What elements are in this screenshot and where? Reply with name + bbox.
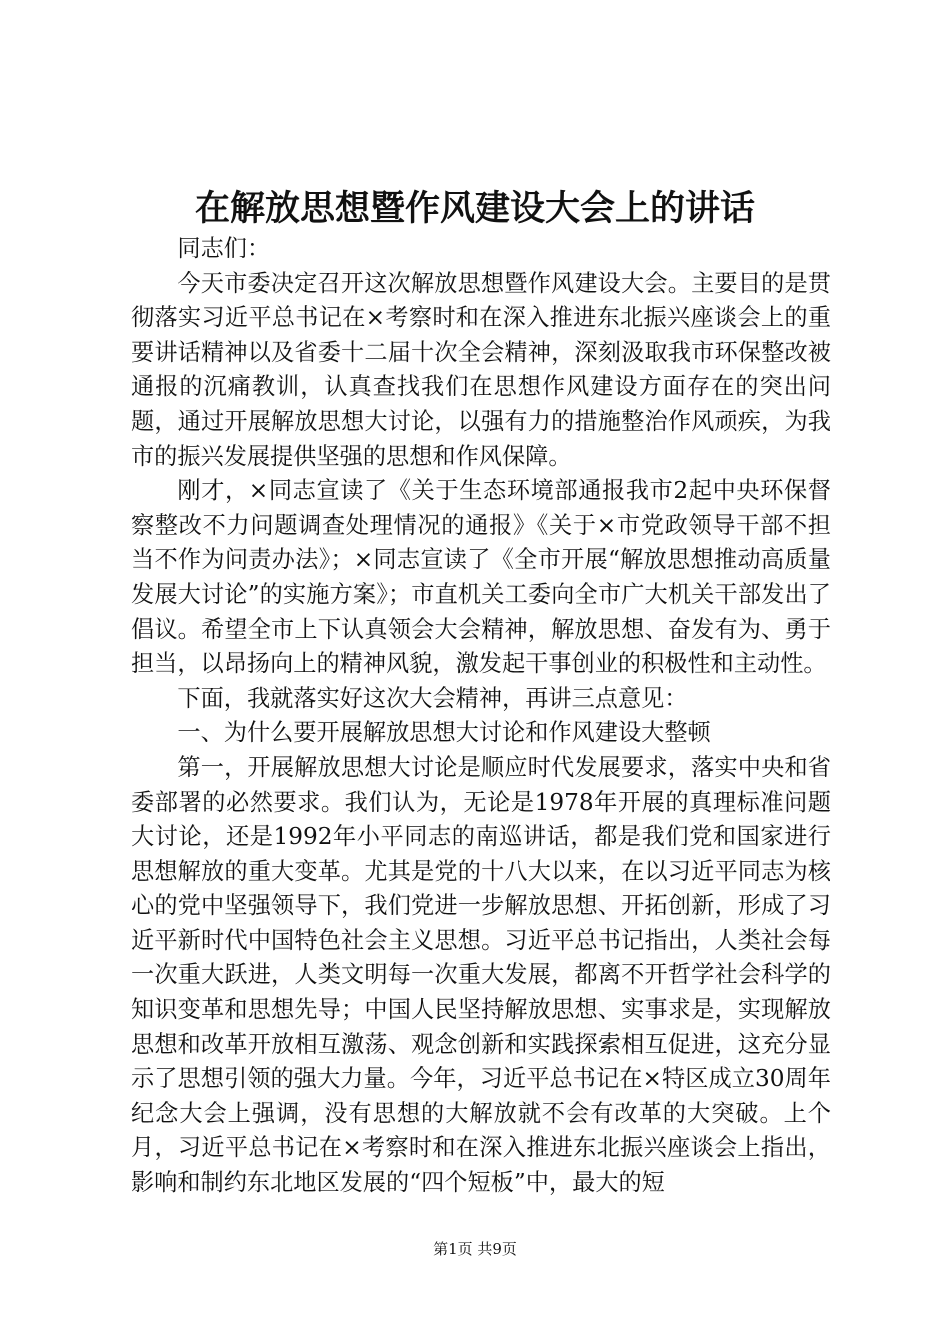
body-paragraph: 今天市委决定召开这次解放思想暨作风建设大会。主要目的是贯彻落实习近平总书记在×考察时和在深入推进东北振兴座谈会上的重要讲话精神以及省委十二届十次全会精神，深刻汲取我市环保整改被通报的沉痛教训，认真查找我们在思想作风建设方面存在的突出问题，通过开展解放思想大讨论，以强有力的措施整治作风顽疾，为我市的振兴发展提供坚强的思想和作风保障。 <box>131 269 831 470</box>
body-paragraph: 刚才，×同志宣读了《关于生态环境部通报我市2起中央环保督察整改不力问题调查处理情况的通报》《关于×市党政领导干部不担当不作为问责办法》；×同志宣读了《全市开展“解放思想推动高质量发展大讨论”的实施方案》；市直机关工委向全市广大机关干部发出了倡议。希望全市上下认真领会大会精神，解放思想、奋发有为、勇于担当，以昂扬向上的精神风貌，激发起干事创业的积极性和主动性。 <box>131 477 831 678</box>
section-heading: 一、为什么要开展解放思想大讨论和作风建设大整顿 <box>177 719 711 747</box>
salutation-paragraph: 同志们： <box>177 235 271 262</box>
body-paragraph: 第一，开展解放思想大讨论是顺应时代发展要求，落实中央和省委部署的必然要求。我们认为，无论是1978年开展的真理标准问题大讨论，还是1992年小平同志的南巡讲话，都是我们党和国家进行思想解放的重大变革。尤其是党的十八大以来，在以习近平同志为核心的党中坚强领导下，我们党进一步解放思想、开拓创新，形成了习近平新时代中国特色社会主义思想。习近平总书记指出，人类社会每一次重大跃进，人类文明每一次重大发展，都离不开哲学社会科学的知识变革和思想先导；中国人民坚持解放思想、实事求是，实现解放思想和改革开放相互激荡、观念创新和实践探索相互促进，这充分显示了思想引领的强大力量。今年，习近平总书记在×特区成立30周年纪念大会上强调，没有思想的大解放就不会有改革的大突破。上个月，习近平总书记在×考察时和在深入推进东北振兴座谈会上指出，影响和制约东北地区发展的“四个短板”中，最大的短 <box>131 753 831 1197</box>
document-body <box>131 232 831 1201</box>
page-number-footer: 第1页 共9页 <box>433 1240 517 1258</box>
body-paragraph: 下面，我就落实好这次大会精神，再讲三点意见： <box>177 684 688 712</box>
document-title: 在解放思想暨作风建设大会上的讲话 <box>194 188 755 229</box>
